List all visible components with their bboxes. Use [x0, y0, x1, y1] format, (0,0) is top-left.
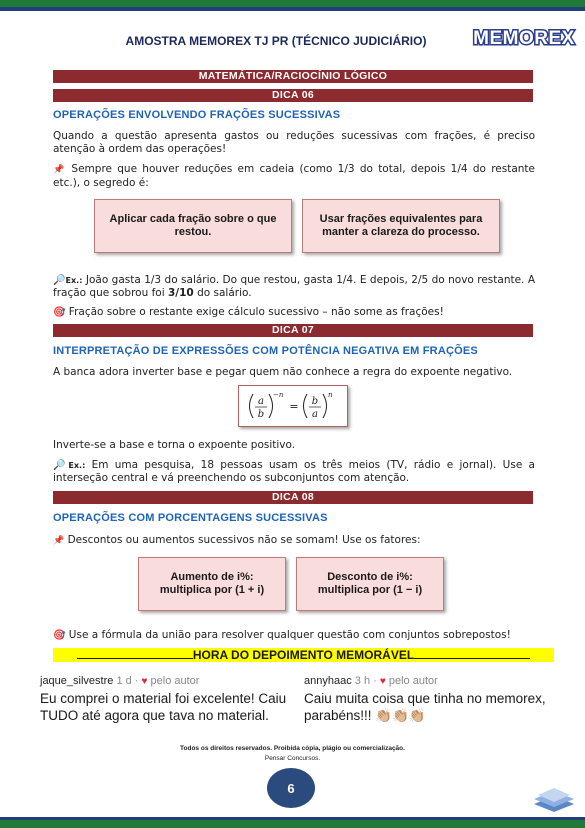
discount-factor-box	[296, 557, 444, 611]
memorex-logo-text: MEMOREX	[473, 28, 575, 49]
testimonial-1-meta: 1 d ·	[116, 675, 139, 687]
dica06-title: OPERAÇÕES ENVOLVENDO FRAÇÕES SUCESSIVAS	[53, 109, 341, 121]
dica08-note-text: Use a fórmula da união para resolver qualquer questão com conjuntos sobrepostos!	[68, 629, 511, 641]
negative-exponent-formula	[238, 385, 348, 427]
dica07-example-text: Em uma pesquisa, 18 pessoas usam os três meios (TV, rádio e jornal). Use a interseção central e vá preenchendo os subconjuntos com atenção.	[53, 459, 535, 484]
discount-factor-line-2: multiplica por (1 − i)	[317, 584, 423, 596]
left-exponent: −n	[273, 391, 284, 399]
title-underline-left	[77, 648, 193, 659]
testimonial-1-by-author: pelo autor	[150, 675, 200, 687]
title-underline-right	[414, 648, 530, 659]
pin-icon: 📌	[53, 165, 67, 175]
testimonial-2-by-author: pelo autor	[388, 675, 438, 687]
dica08-note	[53, 629, 535, 642]
dica06-tip	[53, 163, 535, 190]
dica07-rule: Inverte-se a base e torna o expoente positivo.	[53, 439, 296, 451]
dica07-intro: A banca adora inverter base e pegar quem não conhece a regra do expoente negativo.	[53, 366, 513, 378]
increase-factor-line-1: Aumento de i%:	[170, 571, 254, 583]
dica06-example	[53, 274, 535, 300]
left-paren-close	[269, 394, 273, 418]
dica06-example-text-a: João gasta 1/3 do salário. Do que restou, gasta 1/4. E depois, 2/5 do novo restante. A fração que sobrou foi	[53, 274, 536, 299]
equals-sign: =	[289, 400, 299, 413]
subject-band: MATEMÁTICA/RACIOCÍNIO LÓGICO	[53, 70, 533, 83]
dica06-band: DICA 06	[53, 89, 533, 102]
magnifier-icon: 🔎	[53, 460, 69, 471]
dica06-note-text: Fração sobre o restante exige cálculo sucessivo – não some as frações!	[68, 306, 444, 318]
testimonial-2-meta: 3 h ·	[354, 675, 377, 687]
dica06-tip-text: Sempre que houver reduções em cadeia (como 1/3 do total, depois 1/4 do restante etc.), o segredo é:	[53, 163, 535, 189]
testimonial-2-user: annyhaac	[304, 675, 352, 687]
dica08-tip-text: Descontos ou aumentos sucessivos não se somam! Use os fatores:	[67, 534, 421, 546]
memorex-logo	[470, 22, 578, 52]
testimonials-title: HORA DO DEPOIMENTO MEMORÁVEL	[192, 648, 415, 662]
dica06-example-text-b: do salário.	[197, 287, 252, 299]
left-denominator: b	[257, 409, 265, 420]
dica06-rule-box-1	[94, 199, 292, 253]
page-number: 6	[267, 768, 315, 808]
pin-icon: 📌	[53, 536, 65, 546]
testimonial-1	[40, 675, 290, 724]
increase-factor-box	[138, 557, 286, 611]
footer-rights: Todos os direitos reservados. Proibida cópia, plágio ou comercialização.	[180, 745, 405, 752]
example-label: Ex.:	[65, 276, 83, 285]
dica08-tip	[53, 534, 535, 548]
testimonial-2	[304, 675, 554, 724]
dica06-rule-box-1-text: Aplicar cada fração sobre o que restou.	[109, 213, 277, 238]
left-numerator: a	[258, 396, 264, 407]
testimonial-1-header	[40, 675, 290, 687]
testimonial-1-user: jaque_silvestre	[40, 675, 114, 687]
dica06-example-result: 3/10	[167, 287, 194, 299]
corner-books-icon	[530, 786, 578, 812]
dica07-example	[53, 459, 535, 485]
heart-icon: ♥	[379, 676, 386, 687]
testimonial-1-text: Eu comprei o material foi excelente! Caiu TUDO até agora que tava no material.	[40, 691, 287, 723]
testimonial-2-text: Caiu muita coisa que tinha no memorex, parabéns!!!	[304, 691, 546, 723]
increase-factor-line-2: multiplica por (1 + i)	[159, 584, 265, 596]
formula-svg	[239, 386, 347, 426]
dica06-rule-box-2	[302, 199, 500, 253]
dica08-band: DICA 08	[53, 491, 533, 504]
testimonial-2-header	[304, 675, 554, 687]
top-blue-bar	[0, 7, 585, 11]
testimonial-2-body	[304, 690, 554, 724]
left-paren-open	[250, 394, 254, 418]
dica07-band: DICA 07	[53, 324, 533, 337]
footer-brand: Pensar Concursos.	[264, 755, 321, 762]
right-paren-open	[304, 394, 308, 418]
right-numerator: b	[311, 396, 319, 407]
magnifier-icon: 🔎	[53, 275, 66, 286]
right-paren-close	[323, 394, 327, 418]
document-header-title: AMOSTRA MEMOREX TJ PR (TÉCNICO JUDICIÁRIO)	[125, 34, 427, 48]
right-exponent: n	[328, 391, 333, 399]
testimonials-title-bar	[53, 648, 554, 662]
dica07-title: INTERPRETAÇÃO DE EXPRESSÕES COM POTÊNCIA NEGATIVA EM FRAÇÕES	[53, 345, 478, 357]
example-label: Ex.:	[68, 461, 86, 470]
dica06-note	[53, 306, 535, 319]
heart-icon: ♥	[141, 676, 148, 687]
discount-factor-line-1: Desconto de i%:	[327, 571, 413, 583]
target-icon: 🎯	[53, 307, 66, 318]
bottom-green-bar	[0, 820, 585, 828]
dica06-rule-box-2-text: Usar frações equivalentes para manter a clareza do processo.	[319, 213, 483, 238]
target-icon: 🎯	[53, 630, 66, 641]
dica08-title: OPERAÇÕES COM PORCENTAGENS SUCESSIVAS	[53, 512, 328, 524]
dica06-intro: Quando a questão apresenta gastos ou reduções sucessivas com frações, é preciso atenção à ordem das operações!	[53, 130, 535, 155]
right-denominator: a	[312, 409, 318, 420]
clapping-hands-icon: 👏🏼👏🏼👏🏼	[375, 708, 426, 723]
top-green-bar	[0, 0, 585, 7]
